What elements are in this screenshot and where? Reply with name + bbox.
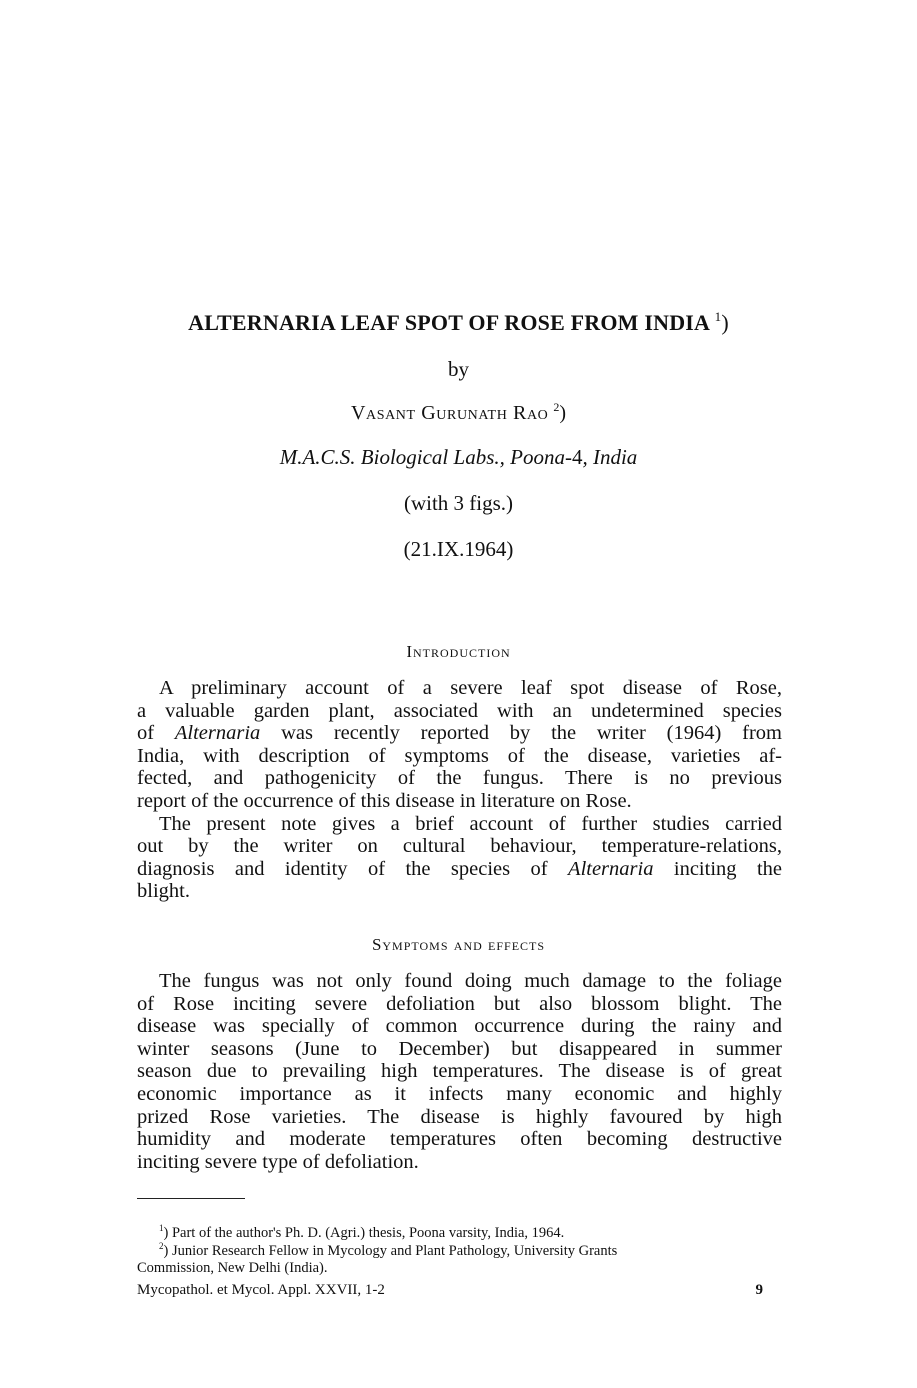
symptoms-line: economic importance as it infects many economic and highly bbox=[137, 1082, 782, 1105]
byline-by: by bbox=[448, 357, 469, 381]
footnote-2-text-line-2: Commission, New Delhi (India). bbox=[137, 1259, 328, 1276]
title-footnote-marker: 1 bbox=[714, 309, 722, 324]
introduction-line: report of the occurrence of this disease in literature on Rose. bbox=[137, 789, 632, 812]
symptoms-line: winter seasons (June to December) but disappeared in summer bbox=[137, 1037, 782, 1060]
symptoms-line: The fungus was not only found doing much damage to the foliage bbox=[159, 970, 782, 992]
symptoms-line: of Rose inciting severe defoliation but also blossom blight. The bbox=[137, 992, 782, 1015]
footnote-divider bbox=[137, 1198, 245, 1199]
introduction-heading: Introduction bbox=[406, 642, 511, 661]
page-number: 9 bbox=[755, 1282, 763, 1298]
introduction-paragraph bbox=[137, 677, 782, 903]
author-footnote-marker: 2 bbox=[553, 400, 560, 414]
introduction-line: blight. bbox=[137, 880, 190, 903]
page-footer bbox=[137, 1282, 763, 1299]
introduction-line: The present note gives a brief account of further studies carried bbox=[159, 812, 782, 835]
introduction-line: of Alternaria was recently reported by the writer (1964) from bbox=[137, 722, 782, 745]
introduction-line: diagnosis and identity of the species of Alternaria inciting the bbox=[137, 857, 782, 880]
introduction-line: fected, and pathogenicity of the fungus. There is no previous bbox=[137, 767, 782, 790]
received-date: (21.IX.1964) bbox=[403, 537, 514, 561]
introduction-line: out by the writer on cultural behaviour, temperature-relations, bbox=[137, 835, 782, 858]
symptoms-paragraph bbox=[137, 970, 782, 1173]
footnote-2-text-line-1: Junior Research Fellow in Mycology and Plant Pathology, University Grants bbox=[171, 1243, 618, 1259]
symptoms-line: prized Rose varieties. The disease is highly favoured by high bbox=[137, 1105, 782, 1128]
symptoms-line: season due to prevailing high temperatures. The disease is of great bbox=[137, 1060, 782, 1083]
author-name: Vasant Gurunath Rao $^2$) bbox=[350, 400, 567, 424]
symptoms-line: inciting severe type of defoliation. bbox=[137, 1150, 419, 1173]
footnote-2-marker: 2 bbox=[159, 1241, 164, 1251]
footnote-1: $^1$) Part of the author's Ph. D. (Agri.) thesis, Poona varsity, India, 1964. bbox=[159, 1223, 565, 1241]
symptoms-heading: Symptoms and effects bbox=[371, 935, 546, 954]
author-name-text: Vasant Gurunath Rao bbox=[350, 402, 549, 424]
introduction-line: a valuable garden plant, associated with an undetermined species bbox=[137, 699, 782, 722]
footnote-1-text: Part of the author's Ph. D. (Agri.) thesis, Poona varsity, India, 1964. bbox=[171, 1225, 565, 1241]
symptoms-line: disease was specially of common occurrence during the rainy and bbox=[137, 1015, 782, 1038]
figure-count: (with 3 figs.) bbox=[403, 491, 514, 515]
affiliation: M.A.C.S. Biological Labs., Poona-4, India bbox=[279, 445, 638, 469]
footnote-2: $^2$) Junior Research Fellow in Mycology and Plant Pathology, University Grants Commission, New Delhi (India). bbox=[137, 1238, 782, 1276]
footnote-1-marker: 1 bbox=[159, 1223, 164, 1233]
introduction-line: A preliminary account of a severe leaf spot disease of Rose, bbox=[159, 677, 782, 699]
title-text: ALTERNARIA LEAF SPOT OF ROSE FROM INDIA bbox=[188, 310, 709, 335]
paper-title: ALTERNARIA LEAF SPOT OF ROSE FROM INDIA $^1$) bbox=[188, 309, 729, 335]
journal-citation: Mycopathol. et Mycol. Appl. XXVII, 1-2 bbox=[137, 1282, 385, 1298]
introduction-line: India, with description of symptoms of the disease, varieties af- bbox=[137, 744, 782, 767]
symptoms-line: humidity and moderate temperatures often becoming destructive bbox=[137, 1128, 782, 1151]
